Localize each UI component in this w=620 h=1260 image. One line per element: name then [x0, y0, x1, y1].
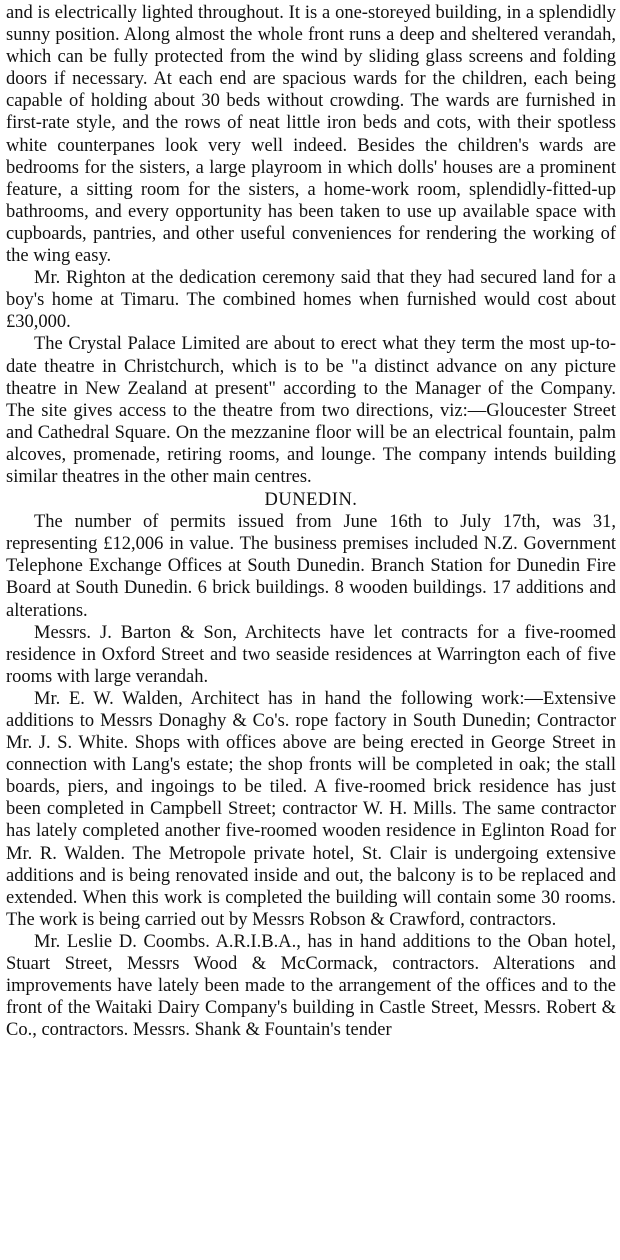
section-heading-dunedin: DUNEDIN. [264, 490, 358, 511]
paragraph-crystal-palace-theatre: The Crystal Palace Limited are about to erect what they term the most up-to-date theatre in Christchurch, which is to be "a distinct advance on any picture theatre in New Zealand at present" according to the Manager of the Company. The site gives access to the theatre from two directions, viz:—Gloucester Street and Cathedral Square. On the mezzanine floor will be an electrical fountain, palm alcoves, promenade, retiring rooms, and lounge. The company intends building similar theatres in the other main centres. [6, 334, 616, 487]
paragraph-dunedin-permits: The number of permits issued from June 16th to July 17th, was 31, representing £12,006 in value. The business premises included N.Z. Government Telephone Exchange Offices at South Dunedin. Branch Station for Dunedin Fire Board at South Dunedin. 6 brick buildings. 8 wooden buildings. 17 additions and alterations. [6, 512, 616, 621]
paragraph-walden-works: Mr. E. W. Walden, Architect has in hand the following work:—Extensive additions to Messrs Donaghy & Co's. rope factory in South Dunedin; Contractor Mr. J. S. White. Shops with offices above are being erected in George Street in connection with Lang's estate; the shop fronts will be completed in oak; the stall boards, piers, and ingoings to be tiled. A five-roomed brick residence has just been completed in Campbell Street; contractor W. H. Mills. The same contractor has lately completed another five-roomed wooden residence in Eglinton Road for Mr. R. Walden. The Metropole private hotel, St. Clair is undergoing extensive additions and is being renovated inside and out, the balcony is to be replaced and extended. When this work is completed the building will contain some 30 rooms. The work is being carried out by Messrs Robson & Crawford, contractors. [6, 688, 616, 930]
paragraph-barton-son: Messrs. J. Barton & Son, Architects have let contracts for a five-roomed residence in Oxford Street and two seaside residences at Warrington each of five rooms with large verandah. [6, 622, 616, 687]
paragraph-hospital-wing: and is electrically lighted throughout. It is a one-storeyed building, in a splendidly sunny position. Along almost the whole front runs a deep and sheltered verandah, which can be fully protected from the wind by sliding glass screens and folding doors if necessary. At each end are spacious wards for the children, each being capable of holding about 30 beds without crowding. The wards are furnished in first-rate style, and the rows of neat little iron beds and cots, with their spotless white counterpanes look very well indeed. Besides the children's wards are bedrooms for the sisters, a large playroom in which dolls' houses are a prominent feature, a sitting room for the sisters, a home-work room, splendidly-fitted-up bathrooms, and every opportunity has been taken to use up available space with cupboards, pantries, and other useful conveniences for rendering the working of the wing easy. [6, 3, 616, 267]
newspaper-column [6, 2, 616, 1041]
paragraph-coombs-works: Mr. Leslie D. Coombs. A.R.I.B.A., has in hand additions to the Oban hotel, Stuart Street, Messrs Wood & McCormack, contractors. Alterations and improvements have lately been made to the arrangement of the offices and to the front of the Waitaki Dairy Company's building in Castle Street, Messrs. Robert & Co., contractors. Messrs. Shank & Fountain's tender [6, 931, 616, 1041]
paragraph-righton-timaru: Mr. Righton at the dedication ceremony said that they had secured land for a boy's home at Timaru. The combined homes when furnished would cost about £30,000. [6, 268, 616, 333]
